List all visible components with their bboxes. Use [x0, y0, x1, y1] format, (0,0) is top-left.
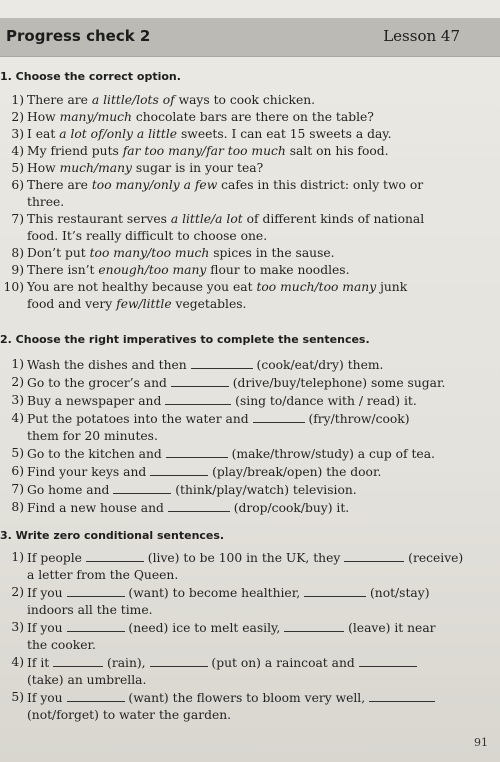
item-number: 7) — [11, 482, 24, 496]
answer-blank[interactable] — [53, 654, 103, 667]
section3-item: 5) If you (want) the flowers to bloom very well, (not/forget) to water the garden. — [0, 689, 495, 724]
option-text: too much/too many — [256, 280, 377, 294]
section2-item: 4) Put the potatoes into the water and (fry/throw/cook) them for 20 minutes. — [0, 410, 495, 445]
section3-item: 3) If you (need) ice to melt easily, (leave) it near the cooker. — [0, 619, 495, 654]
item-number: 7) — [11, 212, 24, 226]
item-number: 4) — [11, 144, 24, 158]
answer-blank[interactable] — [168, 499, 230, 512]
item-number: 2) — [11, 110, 24, 124]
section3-item: 2) If you (want) to become healthier, (not/stay) indoors all the time. — [0, 584, 495, 619]
section1-item: 6) There are too many/only a few cafes in this district: only two or three. — [0, 177, 495, 211]
section2-item: 8) Find a new house and (drop/cook/buy) it. — [0, 499, 495, 517]
option-text: a little/a lot — [170, 212, 243, 226]
answer-blank[interactable] — [67, 584, 125, 597]
section1-item: 8) Don’t put too many/too much spices in the sause. — [0, 245, 495, 262]
section2-item: 1) Wash the dishes and then (cook/eat/dry) them. — [0, 356, 495, 374]
item-number: 6) — [11, 464, 24, 478]
item-number: 1) — [11, 550, 24, 564]
section3-item: 4) If it (rain), (put on) a raincoat and (take) an umbrella. — [0, 654, 495, 689]
item-number: 4) — [11, 411, 24, 425]
section1-item: 2) How many/much chocolate bars are there on the table? — [0, 109, 495, 126]
item-number: 5) — [11, 690, 24, 704]
section1-item: 5) How much/many sugar is in your tea? — [0, 160, 495, 177]
section1-item: 1) There are a little/lots of ways to cook chicken. — [0, 92, 495, 109]
section2-item: 2) Go to the grocer’s and (drive/buy/telephone) some sugar. — [0, 374, 495, 392]
section3-title: 3. Write zero conditional sentences. — [0, 529, 225, 542]
answer-blank[interactable] — [166, 445, 228, 458]
answer-blank[interactable] — [171, 374, 229, 387]
section2-title: 2. Choose the right imperatives to complete the sentences. — [0, 333, 370, 346]
answer-blank[interactable] — [304, 584, 366, 597]
section3-items — [0, 549, 495, 724]
item-number: 1) — [11, 357, 24, 371]
section2-item: 6) Find your keys and (play/break/open) the door. — [0, 463, 495, 481]
section1-item: 7) This restaurant serves a little/a lot of different kinds of national food. It’s really difficult to choose one. — [0, 211, 495, 245]
item-number: 3) — [11, 127, 24, 141]
item-number: 3) — [11, 620, 24, 634]
section2-items — [0, 356, 495, 517]
section1-item: 10) You are not healthy because you eat too much/too many junk food and very few/little vegetables. — [0, 279, 495, 313]
option-text: few/little — [116, 297, 172, 311]
section2-item: 3) Buy a newspaper and (sing to/dance with / read) it. — [0, 392, 495, 410]
answer-blank[interactable] — [113, 481, 171, 494]
section3-item: 1) If people (live) to be 100 in the UK, they (receive) a letter from the Queen. — [0, 549, 495, 584]
item-number: 10) — [3, 280, 24, 294]
section1-item: 4) My friend puts far too many/far too much salt on his food. — [0, 143, 495, 160]
answer-blank[interactable] — [150, 463, 208, 476]
item-number: 4) — [11, 655, 24, 669]
option-text: much/many — [59, 161, 132, 175]
header-title: Progress check 2 — [6, 27, 151, 45]
option-text: too many/only a few — [91, 178, 218, 192]
option-text: too many/too much — [89, 246, 210, 260]
answer-blank[interactable] — [165, 392, 231, 405]
item-number: 8) — [11, 246, 24, 260]
item-number: 3) — [11, 393, 24, 407]
answer-blank[interactable] — [284, 619, 344, 632]
answer-blank[interactable] — [150, 654, 208, 667]
option-text: enough/too many — [98, 263, 207, 277]
answer-blank[interactable] — [344, 549, 404, 562]
item-number: 5) — [11, 161, 24, 175]
section1-items — [0, 92, 495, 313]
answer-blank[interactable] — [67, 689, 125, 702]
section2-item: 7) Go home and (think/play/watch) television. — [0, 481, 495, 499]
page-header — [0, 18, 500, 57]
page-number: 91 — [474, 736, 488, 749]
item-number: 6) — [11, 178, 24, 192]
answer-blank[interactable] — [191, 356, 253, 369]
section2-item: 5) Go to the kitchen and (make/throw/study) a cup of tea. — [0, 445, 495, 463]
option-text: a little/lots of — [91, 93, 175, 107]
option-text: many/much — [59, 110, 132, 124]
answer-blank[interactable] — [369, 689, 435, 702]
item-number: 2) — [11, 375, 24, 389]
answer-blank[interactable] — [253, 410, 305, 423]
option-text: far too many/far too much — [122, 144, 286, 158]
option-text: a lot of/only a little — [59, 127, 178, 141]
answer-blank[interactable] — [67, 619, 125, 632]
item-number: 8) — [11, 500, 24, 514]
answer-blank[interactable] — [86, 549, 144, 562]
section1-title: 1. Choose the correct option. — [0, 70, 181, 83]
header-lesson: Lesson 47 — [383, 27, 460, 45]
item-number: 1) — [11, 93, 24, 107]
section1-item: 3) I eat a lot of/only a little sweets. I can eat 15 sweets a day. — [0, 126, 495, 143]
section1-item: 9) There isn’t enough/too many flour to make noodles. — [0, 262, 495, 279]
item-number: 2) — [11, 585, 24, 599]
item-number: 9) — [11, 263, 24, 277]
answer-blank[interactable] — [359, 654, 417, 667]
item-number: 5) — [11, 446, 24, 460]
